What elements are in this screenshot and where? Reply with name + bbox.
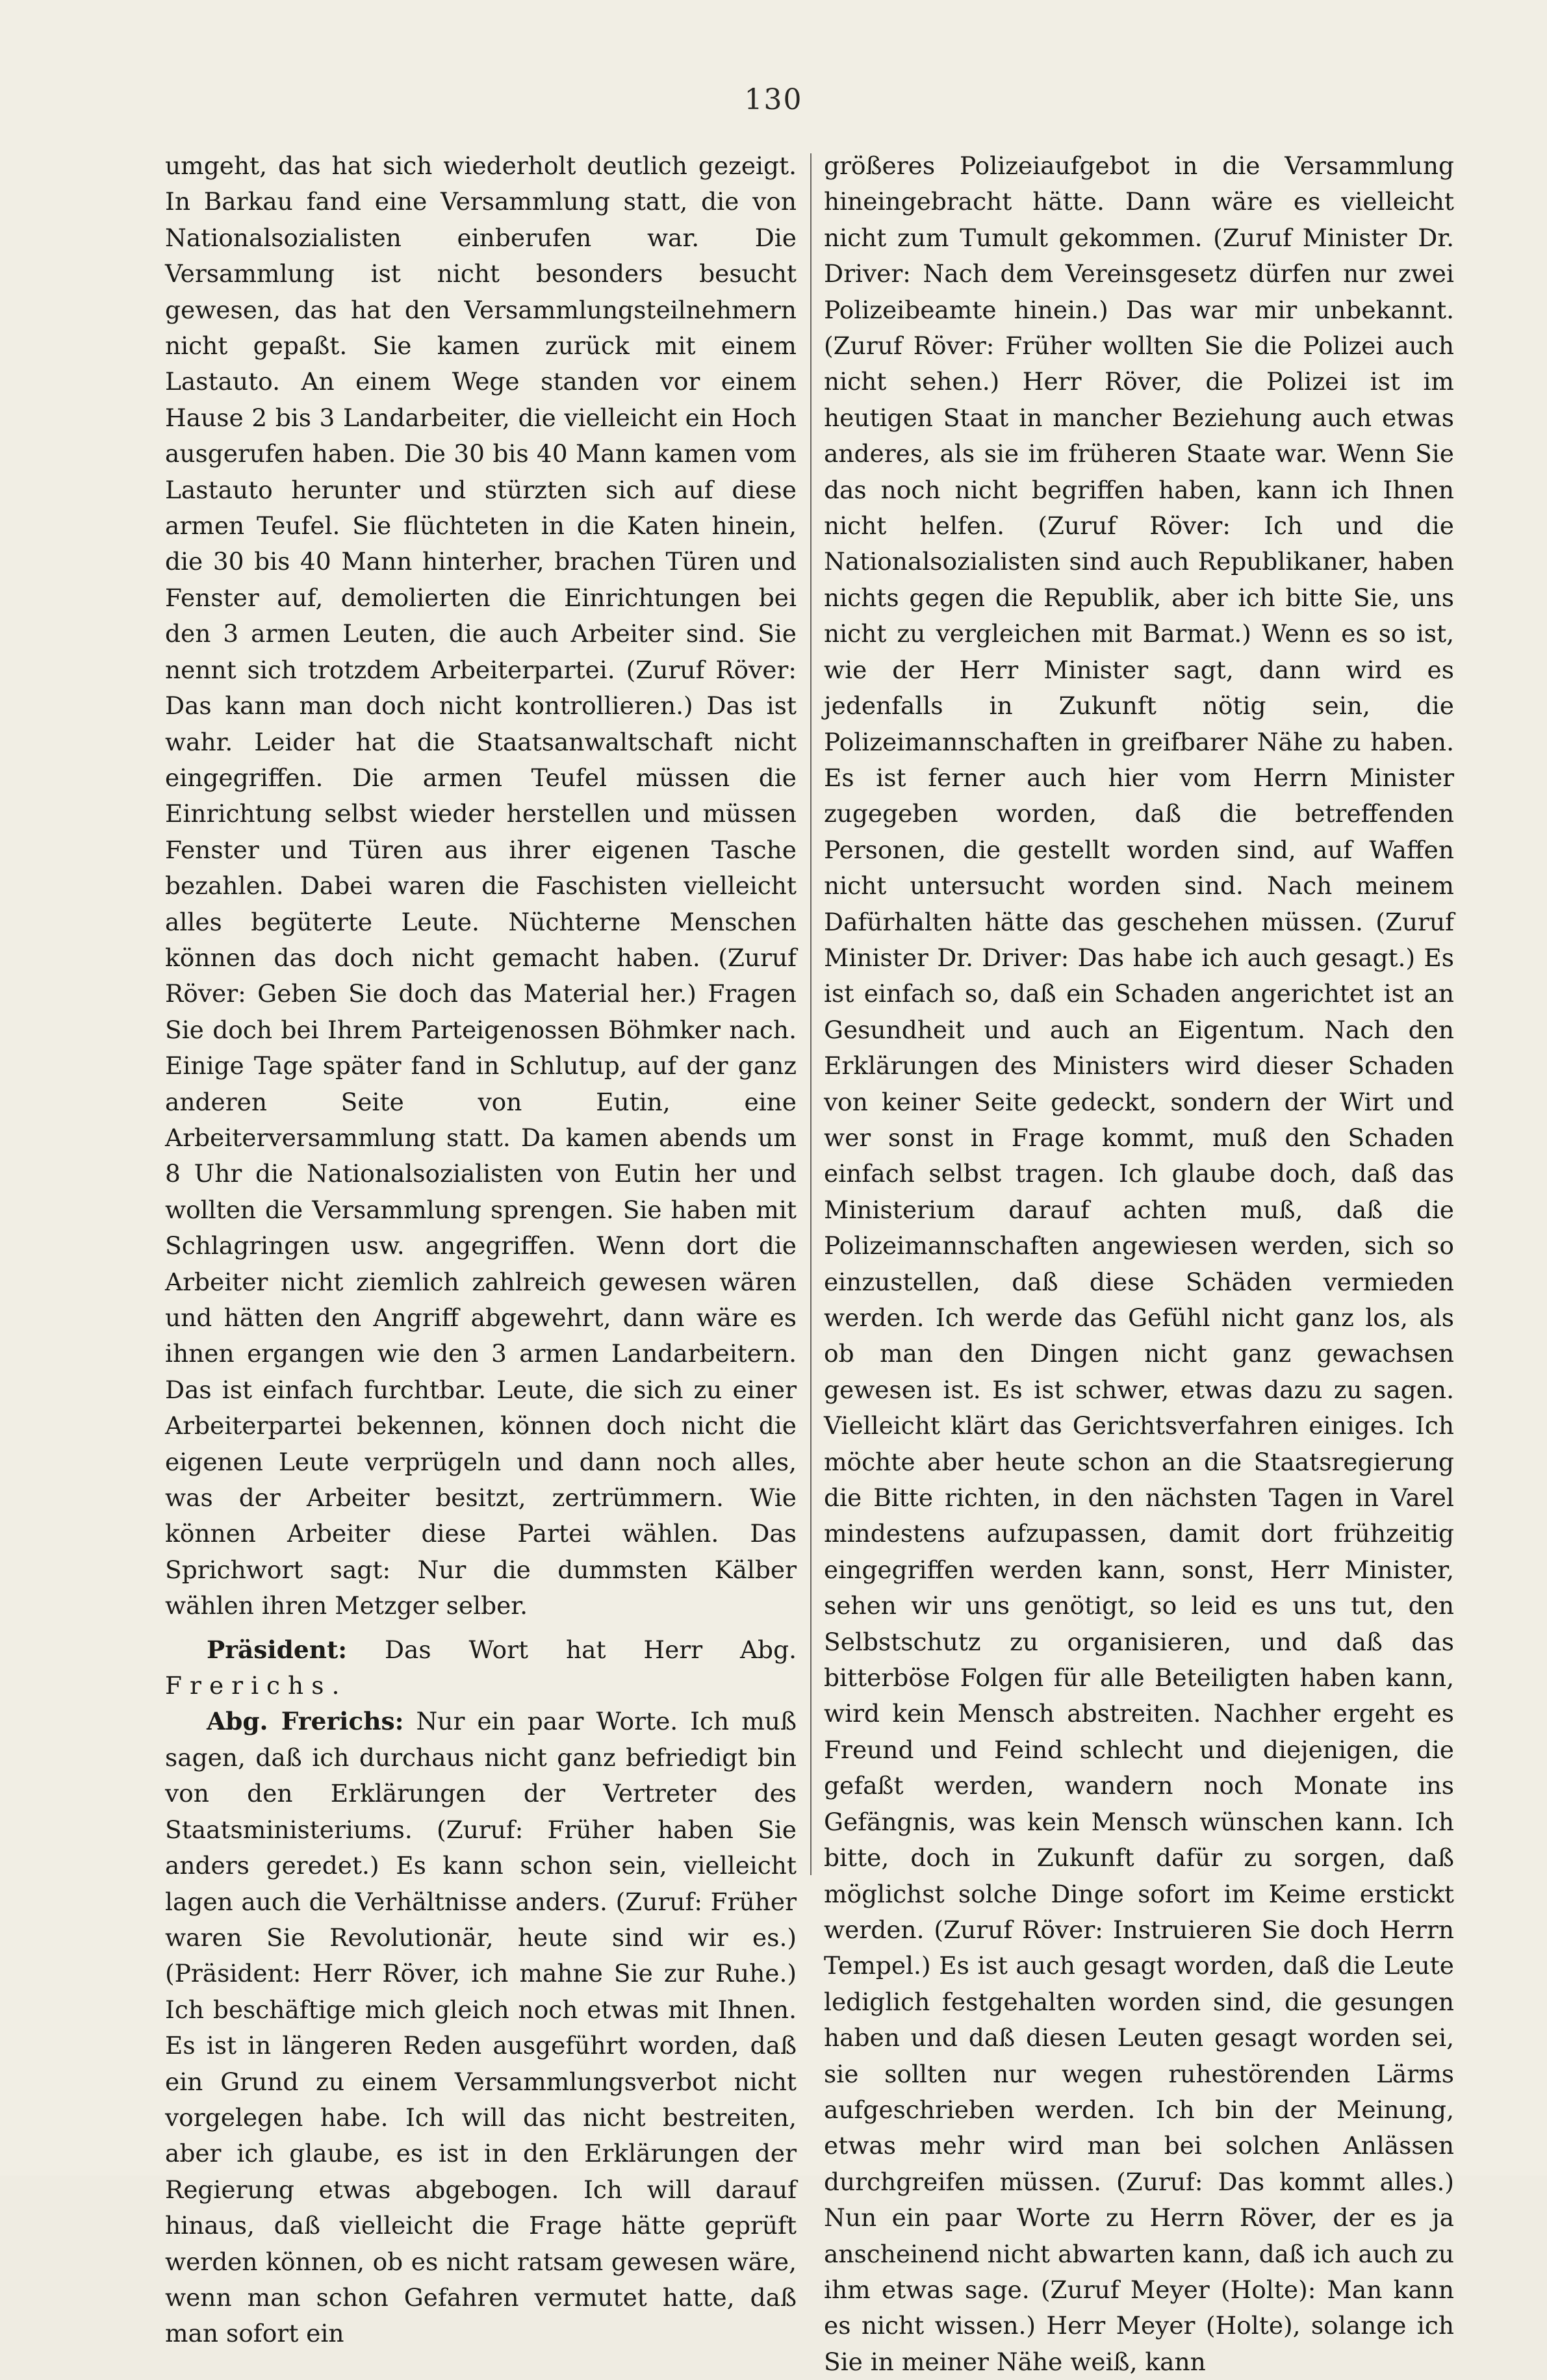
speaker-label: Abg. Frerichs: — [207, 1707, 404, 1736]
president-text: Das Wort hat Herr Abg. — [384, 1635, 797, 1664]
frerichs-speech — [165, 1704, 797, 2351]
speaker-text: Nur ein paar Worte. Ich muß sagen, daß ich durchaus nicht ganz befriedigt bin von den Erklärungen der Vertreter des Staatsministeriums. (Zuruf: Früher haben Sie anders geredet.) Es kann schon sein, vielleicht lagen auch die Verhältnisse anders. (Zuruf: Früher waren Sie Revolutionär, heute sind wir es.) (Präsident: Herr Röver, ich mahne Sie zur Ruhe.) Ich beschäftige mich gleich noch etwas mit Ihnen. Es ist in längeren Reden ausgeführt worden, daß ein Grund zu einem Versammlungsverbot nicht vorgelegen habe. Ich will das nicht bestreiten, aber ich glaube, es ist in den Erklärungen der Regierung etwas abgebogen. Ich will darauf hinaus, daß vielleicht die Frage hätte geprüft werden können, ob es nicht ratsam gewesen wäre, wenn man schon Gefahren vermutet hatte, daß man sofort ein — [165, 1707, 797, 2348]
right-column — [824, 148, 1454, 2380]
president-called-name: Frerichs. — [165, 1671, 348, 1700]
president-statement — [165, 1632, 797, 1704]
column-divider — [810, 153, 812, 1875]
president-label: Präsident: — [207, 1635, 348, 1664]
page-number: 130 — [744, 83, 803, 116]
left-column — [165, 148, 797, 2352]
right-paragraph-speech-continued: größeres Polizeiaufgebot in die Versammlung hineingebracht hätte. Dann wäre es vielleicht nicht zum Tumult gekommen. (Zuruf Minister Dr. Driver: Nach dem Vereinsgesetz dürfen nur zwei Polizeibeamte hinein.) Das war mir unbekannt. (Zuruf Röver: Früher wollten Sie die Polizei auch nicht sehen.) Herr Röver, die Polizei ist im heutigen Staat in mancher Beziehung auch etwas anderes, als sie im früheren Staate war. Wenn Sie das noch nicht begriffen haben, kann ich Ihnen nicht helfen. (Zuruf Röver: Ich und die Nationalsozialisten sind auch Republikaner, haben nichts gegen die Republik, aber ich bitte Sie, uns nicht zu vergleichen mit Barmat.) Wenn es so ist, wie der Herr Minister sagt, dann wird es jedenfalls in Zukunft nötig sein, die Polizeimannschaften in greifbarer Nähe zu haben. Es ist ferner auch hier vom Herrn Minister zugegeben worden, daß die betreffenden Personen, die gestellt worden sind, auf Waffen nicht untersucht worden sind. Nach meinem Dafürhalten hätte das geschehen müssen. (Zuruf Minister Dr. Driver: Das habe ich auch gesagt.) Es ist einfach so, daß ein Schaden angerichtet ist an Gesundheit und auch an Eigentum. Nach den Erklärungen des Ministers wird dieser Schaden von keiner Seite gedeckt, sondern der Wirt und wer sonst in Frage kommt, muß den Schaden einfach selbst tragen. Ich glaube doch, daß das Ministerium darauf achten muß, daß die Polizeimannschaften angewiesen werden, sich so einzustellen, daß diese Schäden vermieden werden. Ich werde das Gefühl nicht ganz los, als ob man den Dingen nicht ganz gewachsen gewesen ist. Es ist schwer, etwas dazu zu sagen. Vielleicht klärt das Gerichtsverfahren einiges. Ich möchte aber heute schon an die Staatsregierung die Bitte richten, in den nächsten Tagen in Varel mindestens aufzupassen, damit dort frühzeitig eingegriffen werden kann, sonst, Herr Minister, sehen wir uns genötigt, so leid es uns tut, den Selbstschutz zu organisieren, und daß das bitterböse Folgen für alle Beteiligten haben kann, wird kein Mensch abstreiten. Nachher ergeht es Freund und Feind schlecht und diejenigen, die gefaßt werden, wandern noch Monate ins Gefängnis, was kein Mensch wünschen kann. Ich bitte, doch in Zukunft dafür zu sorgen, daß möglichst solche Dinge sofort im Keime erstickt werden. (Zuruf Röver: Instruieren Sie doch Herrn Tempel.) Es ist auch gesagt worden, daß die Leute lediglich festgehalten worden sind, die gesungen haben und daß diesen Leuten gesagt worden sei, sie sollten nur wegen ruhestörenden Lärms aufgeschrieben werden. Ich bin der Meinung, etwas mehr wird man bei solchen Anlässen durchgreifen müssen. (Zuruf: Das kommt alles.) Nun ein paar Worte zu Herrn Röver, der es ja anscheinend nicht abwarten kann, daß ich auch zu ihm etwas sage. (Zuruf Meyer (Holte): Man kann es nicht wissen.) Herr Meyer (Holte), solange ich Sie in meiner Nähe weiß, kann — [824, 151, 1454, 2376]
left-paragraph-speech-continued: umgeht, das hat sich wiederholt deutlich gezeigt. In Barkau fand eine Versammlung statt, die von Nationalsozialisten einberufen war. Die Versammlung ist nicht besonders besucht gewesen, das hat den Versammlungsteilnehmern nicht gepaßt. Sie kamen zurück mit einem Lastauto. An einem Wege standen vor einem Hause 2 bis 3 Landarbeiter, die vielleicht ein Hoch ausgerufen haben. Die 30 bis 40 Mann kamen vom Lastauto herunter und stürzten sich auf diese armen Teufel. Sie flüchteten in die Katen hinein, die 30 bis 40 Mann hinterher, brachen Türen und Fenster auf, demolierten die Einrichtungen bei den 3 armen Leuten, die auch Arbeiter sind. Sie nennt sich trotzdem Arbeiterpartei. (Zuruf Röver: Das kann man doch nicht kontrollieren.) Das ist wahr. Leider hat die Staatsanwaltschaft nicht eingegriffen. Die armen Teufel müssen die Einrichtung selbst wieder herstellen und müssen Fenster und Türen aus ihrer eigenen Tasche bezahlen. Dabei waren die Faschisten vielleicht alles begüterte Leute. Nüchterne Menschen können das doch nicht gemacht haben. (Zuruf Röver: Geben Sie doch das Material her.) Fragen Sie doch bei Ihrem Parteigenossen Böhmker nach. Einige Tage später fand in Schlutup, auf der ganz anderen Seite von Eutin, eine Arbeiterversammlung statt. Da kamen abends um 8 Uhr die Nationalsozialisten von Eutin her und wollten die Versammlung sprengen. Sie haben mit Schlagringen usw. angegriffen. Wenn dort die Arbeiter nicht ziemlich zahlreich gewesen wären und hätten den Angriff abgewehrt, dann wäre es ihnen ergangen wie den 3 armen Landarbeitern. Das ist einfach furchtbar. Leute, die sich zu einer Arbeiterpartei bekennen, können doch nicht die eigenen Leute verprügeln und dann noch alles, was der Arbeiter besitzt, zertrümmern. Wie können Arbeiter diese Partei wählen. Das Sprichwort sagt: Nur die dummsten Kälber wählen ihren Metzger selber. — [165, 151, 797, 1620]
